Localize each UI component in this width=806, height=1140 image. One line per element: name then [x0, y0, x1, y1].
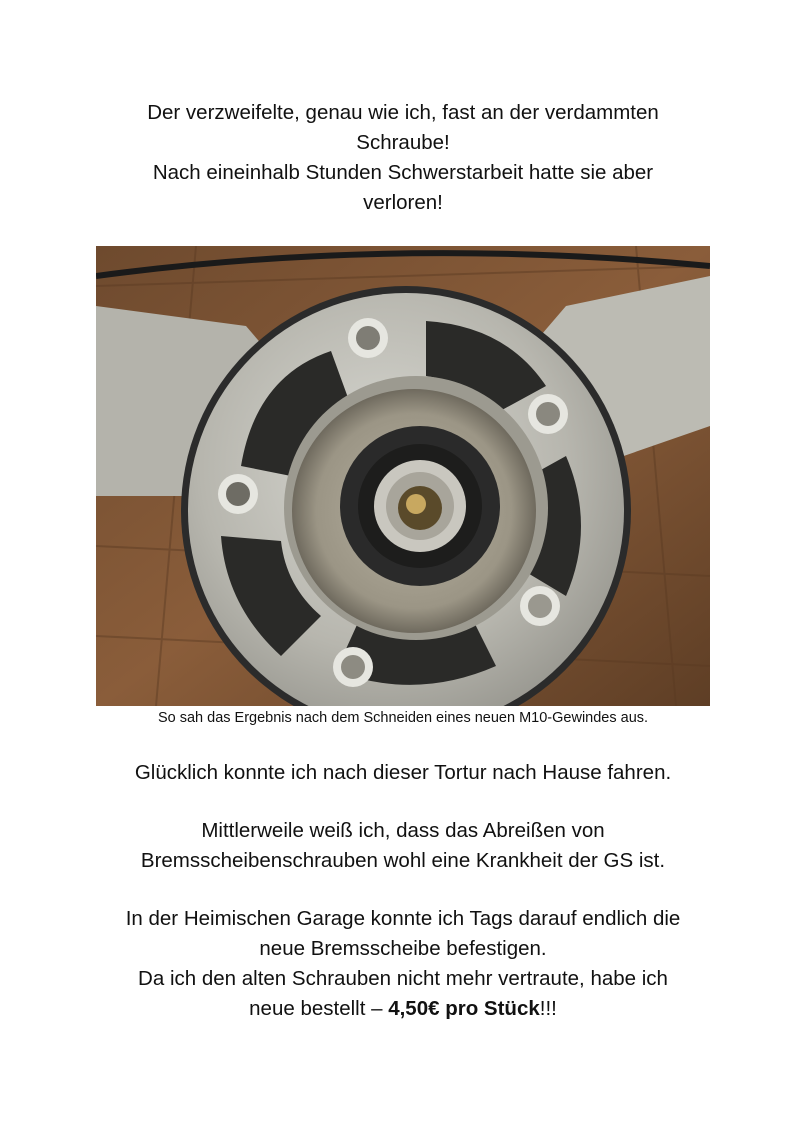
intro-line-1: Der verzweifelte, genau wie ich, fast an der verdammten — [147, 101, 659, 124]
body-paragraph-3 — [60, 904, 746, 1024]
body-p3-line-2: neue Bremsscheibe befestigen. — [259, 937, 547, 960]
intro-line-3: Nach eineinhalb Stunden Schwerstarbeit hatte sie aber — [152, 161, 654, 184]
intro-line-4: verloren! — [363, 191, 443, 214]
wheel-hub-illustration — [96, 246, 710, 706]
price-bold: 4,50€ pro Stück — [388, 997, 540, 1020]
photo-caption: So sah das Ergebnis nach dem Schneiden eines neuen M10-Gewindes aus. — [157, 710, 649, 726]
price-suffix: !!! — [539, 997, 557, 1020]
body-p3-line-3: Da ich den alten Schrauben nicht mehr vertraute, habe ich — [138, 967, 668, 990]
body-p3-line-4 — [60, 994, 746, 1024]
price-prefix: neue bestellt – — [249, 997, 389, 1020]
body-p2-line-2: Bremsscheibenschrauben wohl eine Krankheit der GS ist. — [140, 849, 666, 872]
intro-paragraph — [60, 98, 746, 218]
wheel-hub-photo — [96, 246, 710, 706]
body-paragraph-1 — [60, 758, 746, 788]
body-paragraph-2 — [60, 816, 746, 876]
body-p2-line-1: Mittlerweile weiß ich, dass das Abreißen von — [201, 819, 605, 842]
body-p3-line-1: In der Heimischen Garage konnte ich Tags darauf endlich die — [125, 907, 681, 930]
intro-line-2: Schraube! — [356, 131, 450, 154]
body-p1-line: Glücklich konnte ich nach dieser Tortur nach Hause fahren. — [134, 761, 672, 784]
